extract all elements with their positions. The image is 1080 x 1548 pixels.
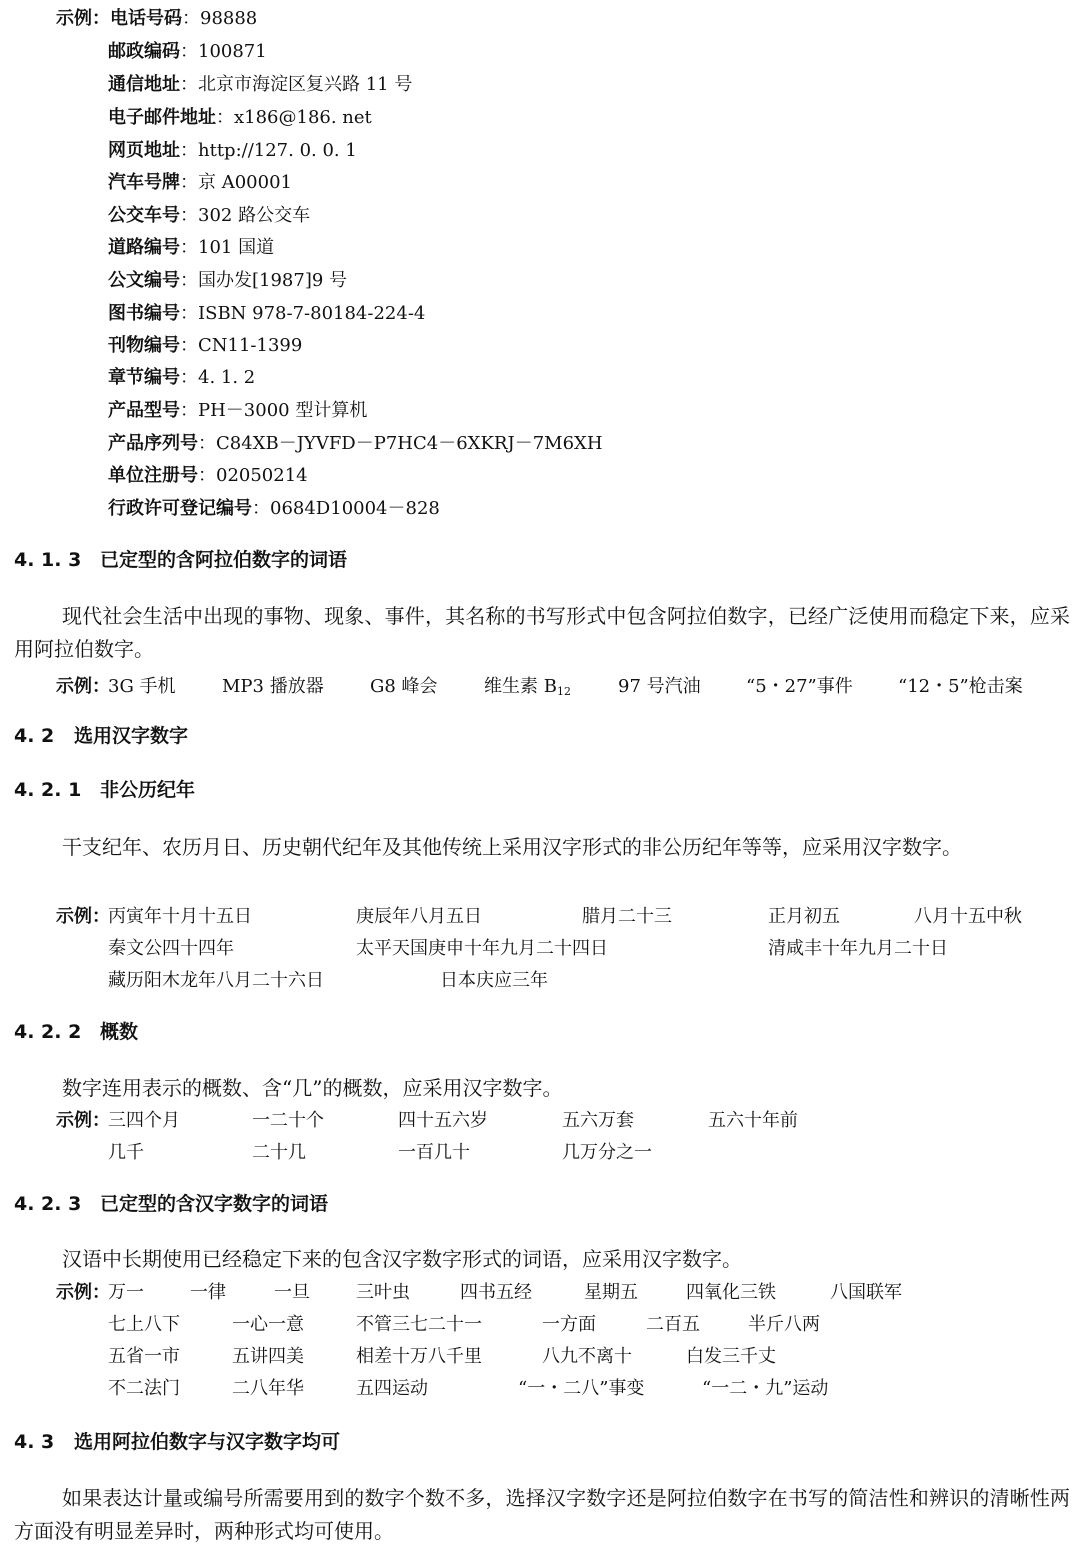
example-label: 示例： [56, 8, 110, 29]
example-word: 清咸丰十年九月二十日 [768, 938, 948, 959]
example-item-email: 电子邮件地址：x186@186. net [108, 107, 372, 128]
example-item-periodical-number: 刊物编号：CN11-1399 [108, 335, 303, 356]
section-heading-4-3: 4. 3 选用阿拉伯数字与汉字数字均可 [14, 1431, 341, 1453]
example-word: 三叶虫 [356, 1282, 410, 1303]
example-word: 3G 手机 [108, 676, 176, 697]
example-word: 一百几十 [398, 1142, 470, 1163]
example-word: 丙寅年十月十五日 [108, 906, 252, 927]
section-4-2-1-examples: 示例： 丙寅年十月十五日 庚辰年八月五日 腊月二十三 正月初五 八月十五中秋 秦文公四十四年 太平天国庚申十年九月二十四日 清咸丰十年九月二十日 藏历阳木龙年八月二十六日 日本庆应三年 [56, 906, 1022, 991]
section-4-1-3-examples: 示例： 3G 手机 MP3 播放器 G8 峰会 维生素 $B_{12}$ 97 号汽油 “5・27”事件 “12・5”枪击案 [56, 676, 1023, 698]
example-word: 腊月二十三 [582, 906, 672, 927]
example-word: 五六十年前 [708, 1110, 798, 1131]
example-word: 七上八下 [108, 1314, 180, 1335]
example-item-bus: 公交车号：302 路公交车 [108, 205, 311, 226]
example-item-book-number: 图书编号：ISBN 978-7-80184-224-4 [108, 303, 426, 324]
example-word: 几万分之一 [562, 1142, 652, 1163]
section-heading-4-2-1: 4. 2. 1 非公历纪年 [14, 779, 196, 801]
example-word: 八月十五中秋 [914, 906, 1022, 927]
example-item-document-number: 公文编号：国办发[1987]9 号 [108, 270, 348, 291]
example-word: “5・27”事件 [746, 676, 853, 697]
section-4-3-paragraph: 如果表达计量或编号所需要用到的数字个数不多，选择汉字数字还是阿拉伯数字在书写的简洁性和辨识的清晰性两方面没有明显差异时，两种形式均可使用。 [14, 1486, 1070, 1543]
section-heading-4-2-2: 4. 2. 2 概数 [14, 1021, 139, 1043]
example-word: MP3 播放器 [222, 676, 324, 697]
example-word: 二百五 [646, 1314, 700, 1335]
example-word: G8 峰会 [370, 676, 438, 697]
example-word: 相差十万八千里 [356, 1346, 482, 1367]
section-heading-4-1-3: 4. 1. 3 已定型的含阿拉伯数字的词语 [14, 549, 348, 571]
example-word: 一旦 [274, 1282, 310, 1303]
example-word: 维生素 $B_{12}$ [484, 676, 571, 698]
example-word: “12・5”枪击案 [898, 676, 1023, 697]
example-word: 97 号汽油 [618, 676, 701, 697]
example-word: 白发三千丈 [686, 1346, 776, 1367]
section-4-2-3-paragraph: 汉语中长期使用已经稳定下来的包含汉字数字形式的词语，应采用汉字数字。 [62, 1247, 742, 1271]
section-heading-4-2-3: 4. 2. 3 已定型的含汉字数字的词语 [14, 1193, 329, 1215]
example-item-permit-number: 行政许可登记编号：0684D10004－828 [108, 498, 440, 519]
example-word: 不二法门 [108, 1378, 180, 1399]
section-4-1-3-paragraph: 现代社会生活中出现的事物、现象、事件，其名称的书写形式中包含阿拉伯数字，已经广泛使用而稳定下来，应采用阿拉伯数字。 [14, 604, 1070, 661]
example-word: 五省一市 [108, 1346, 180, 1367]
section-4-2-2-paragraph: 数字连用表示的概数、含“几”的概数，应采用汉字数字。 [62, 1076, 563, 1100]
example-item-registration-number: 单位注册号：02050214 [108, 465, 308, 486]
example-word: 三四个月 [108, 1110, 180, 1131]
example-word: 一方面 [542, 1314, 596, 1335]
example-word: 二八年华 [232, 1378, 304, 1399]
example-word: 正月初五 [768, 906, 840, 927]
example-word: 太平天国庚申十年九月二十四日 [356, 938, 608, 959]
example-word: “一二・九”运动 [702, 1378, 829, 1399]
example-item-webpage: 网页地址：http://127. 0. 0. 1 [108, 140, 357, 161]
example-word: 四书五经 [460, 1282, 532, 1303]
example-item-license-plate: 汽车号牌：京 A00001 [108, 172, 292, 193]
example-word: 藏历阳木龙年八月二十六日 [108, 970, 324, 991]
example-item-road: 道路编号：101 国道 [108, 237, 275, 258]
section-heading-4-2: 4. 2 选用汉字数字 [14, 725, 189, 747]
example-item-product-model: 产品型号：PH－3000 型计算机 [108, 400, 368, 421]
example-word: 八九不离十 [542, 1346, 632, 1367]
example-word: 一二十个 [252, 1110, 324, 1131]
example-word: 秦文公四十四年 [108, 938, 234, 959]
example-word: 五讲四美 [232, 1346, 304, 1367]
section-4-2-2-examples: 示例： 三四个月 一二十个 四十五六岁 五六万套 五六十年前 几千 二十几 一百几十 几万分之一 [56, 1110, 798, 1163]
example-word: 五四运动 [356, 1378, 428, 1399]
example-item-chapter-number: 章节编号：4. 1. 2 [108, 367, 256, 388]
example-word: 万一 [108, 1282, 144, 1303]
example-item-serial-number: 产品序列号：C84XB－JYVFD－P7HC4－6XKRJ－7M6XH [108, 433, 603, 454]
section-4-2-1-paragraph: 干支纪年、农历月日、历史朝代纪年及其他传统上采用汉字形式的非公历纪年等等，应采用汉字数字。 [62, 835, 962, 859]
example-word: 半斤八两 [748, 1314, 820, 1335]
example-word: 五六万套 [562, 1110, 634, 1131]
example-word: 八国联军 [830, 1282, 902, 1303]
example-word: 日本庆应三年 [440, 970, 548, 991]
example-word: 星期五 [584, 1282, 638, 1303]
example-word: 庚辰年八月五日 [356, 906, 482, 927]
example-word: 四十五六岁 [398, 1110, 488, 1131]
example-item-address: 通信地址：北京市海淀区复兴路 11 号 [108, 74, 413, 95]
example-word: 不管三七二十一 [356, 1314, 482, 1335]
example-word: 二十几 [252, 1142, 306, 1163]
example-word: 几千 [108, 1142, 144, 1163]
example-item-phone: 示例：电话号码：98888 [56, 8, 258, 29]
section-4-2-3-examples: 示例： 万一 一律 一旦 三叶虫 四书五经 星期五 四氧化三铁 八国联军 七上八下 一心一意 不管三七二十一 一方面 二百五 半斤八两 五省一市 五讲四美 相差十万八千里 八九不离十 白发三千丈 不二法门 二八年华 五四运动 “一・二八”事变 “一二・九”运动 [56, 1282, 902, 1399]
example-item-postcode: 邮政编码：100871 [108, 41, 267, 62]
subscript: 12 [556, 685, 571, 698]
example-word: 一律 [190, 1282, 226, 1303]
example-word: 四氧化三铁 [686, 1282, 776, 1303]
example-word: 一心一意 [232, 1314, 304, 1335]
example-word: “一・二八”事变 [518, 1378, 645, 1399]
